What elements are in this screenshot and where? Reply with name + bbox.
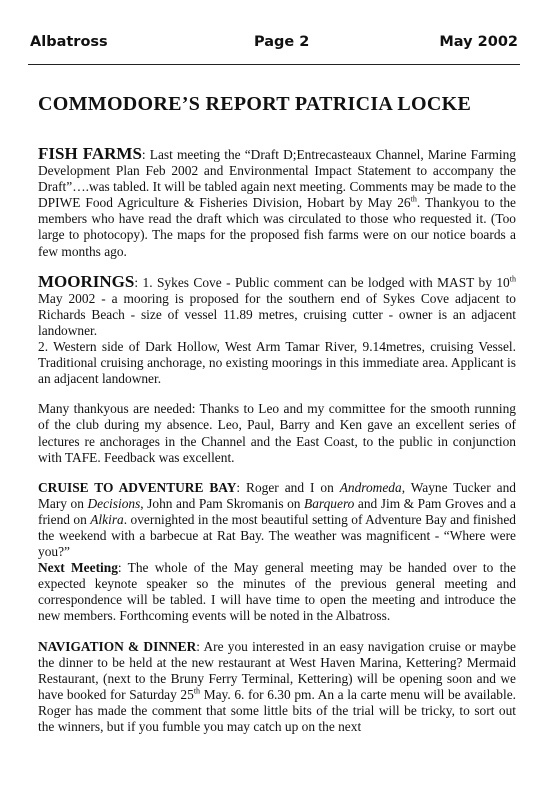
vessel-name: Andromeda <box>339 479 402 495</box>
page-header <box>28 34 518 56</box>
page-number: Page 2 <box>254 34 310 50</box>
cruise-text-1: : Roger and I on <box>236 479 340 495</box>
moorings-sup: th <box>509 274 516 284</box>
navigation-dinner-sup: th <box>193 686 201 696</box>
next-meeting-heading: Next Meeting <box>38 560 118 576</box>
cruise-heading: CRUISE TO ADVENTURE BAY <box>38 479 237 495</box>
fish-farms-text-2: . Thankyou to the members who have read the draft which was circulated to those who requested it. (Too large to photocopy). The maps for the proposed fish farms were on our notice boards a few months ago. <box>38 195 516 259</box>
navigation-dinner-text-b: May. 6. for 6.30 pm. An a la carte menu will be available. Roger has made the comment that some little bits of the trial will be tricky, to sort out the winners, but if you fumble you may catch up on the next <box>38 686 516 734</box>
fish-farms-paragraph <box>38 146 516 260</box>
cruise-paragraph <box>38 480 516 560</box>
fish-farms-heading: FISH FARMS <box>38 144 142 163</box>
navigation-dinner-text-a: : Are you interested in an easy navigation cruise or maybe the dinner to be held at the new restaurant at West Haven Marina, Kettering? Mermaid Restaurant, (next to the Bruny Ferry Terminal, Kettering) will be opening soon and we have booked for Saturday 25 <box>38 638 516 702</box>
issue-date: May 2002 <box>439 34 518 50</box>
header-rule <box>28 64 520 65</box>
report-title: COMMODORE’S REPORT PATRICIA LOCKE <box>38 93 472 115</box>
thanks-paragraph: Many thankyous are needed: Thanks to Leo and my committee for the smooth running of the club during my absence. Leo, Paul, Barry and Ken gave an excellent series of lectures re anchorages in the Channel and the East Coast, to the public in conjunction with TAFE. Feedback was excellent. <box>38 401 516 465</box>
publication-name: Albatross <box>30 34 108 50</box>
vessel-name: Decisions <box>87 495 141 511</box>
next-meeting-paragraph <box>38 560 516 624</box>
cruise-text-4: and Jim & Pam Groves and a friend on <box>38 495 517 527</box>
navigation-dinner-paragraph <box>38 639 516 736</box>
fish-farms-text: : Last meeting the “Draft D;Entrecasteaux Channel, Marine Farming Development Plan Feb 2002 and Environmental Impact Statement to accompany the Draft”….was tabled. It will be tabled again next meeting. Comments may be made to the DPIWE Food Agriculture & Fisheries Division, Hobart by May 26 <box>38 147 516 211</box>
cruise-text-5: . overnighted in the most beautiful setting of Adventure Bay and finished the weekend with a barbecue at Rat Bay. The weather was magnificent - “Where were you?” <box>38 511 516 560</box>
next-meeting-text: : The whole of the May general meeting may be handed over to the expected keynote speaker so the minutes of the previous general meeting and correspondence will be tabled. I will have time to open the meeting and introduce the new members. Forthcoming events will be noted in the Albatross. <box>38 560 516 624</box>
cruise-text-3: , John and Pam Skromanis on <box>140 495 305 511</box>
vessel-name: Alkira <box>90 511 124 527</box>
moorings-text-1b: May 2002 - a mooring is proposed for the southern end of Sykes Cove adjacent to Richards Beach - size of vessel 11.89 metres, cruising cutter - owner is an adjacent landowner. <box>38 290 516 338</box>
moorings-paragraph-1 <box>38 271 516 339</box>
cruise-text-2: , Wayne Tucker and Mary on <box>38 479 516 511</box>
fish-farms-sup: th <box>410 194 417 204</box>
moorings-text-1a: : 1. Sykes Cove - Public comment can be lodged with MAST by 10 <box>134 274 510 290</box>
moorings-paragraph-2: 2. Western side of Dark Hollow, West Arm Tamar River, 9.14metres, cruising Vessel. Traditional cruising anchorage, no existing moorings in this immediate area. Applicant is an adjacent landowner. <box>38 339 516 387</box>
navigation-dinner-heading: NAVIGATION & DINNER <box>38 638 197 654</box>
moorings-heading: MOORINGS <box>38 271 135 291</box>
report-body <box>38 92 516 735</box>
vessel-name: Barquero <box>304 495 355 511</box>
